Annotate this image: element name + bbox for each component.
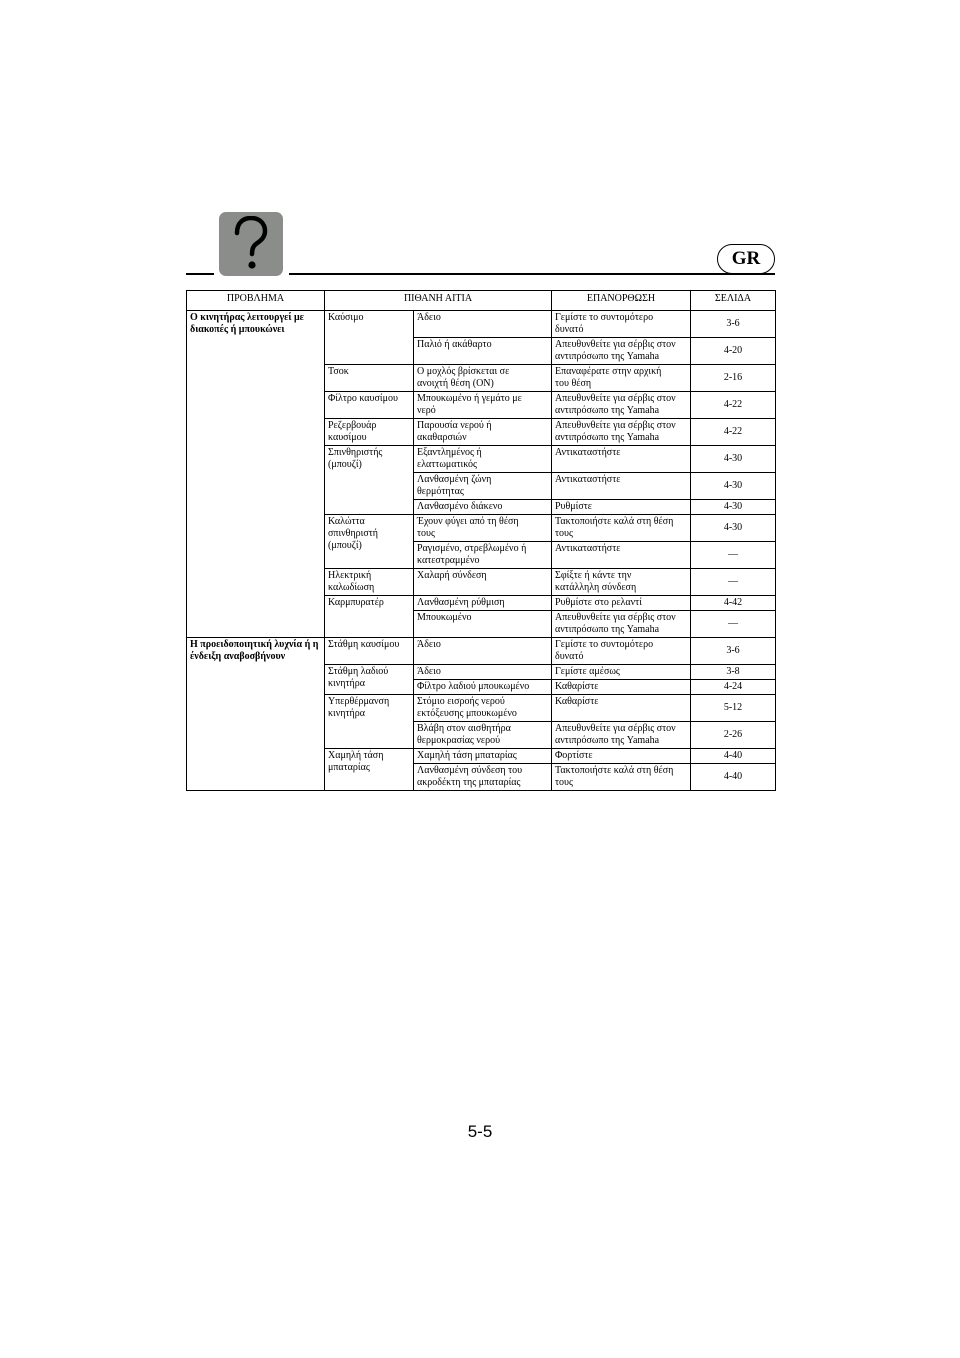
remedy-cell — [552, 695, 691, 722]
component-cell — [325, 569, 414, 596]
cause-cell — [414, 392, 552, 419]
page-ref-cell — [691, 611, 776, 638]
remedy-cell-text: Επαναφέρατε στην αρχική του θέση — [555, 366, 662, 389]
cause-cell — [414, 596, 552, 611]
cause-cell-text: Εξαντλημένος ή ελαττωματικός — [417, 447, 482, 470]
remedy-cell-text: Φορτίστε — [555, 750, 593, 761]
cause-cell-text: Λανθασμένη ρύθμιση — [417, 597, 505, 608]
remedy-cell-text: Ρυθμίστε στο ρελαντί — [555, 597, 642, 608]
component-cell-text: Χαμηλή τάση μπαταρίας — [328, 750, 384, 773]
cause-cell-text: Ο μοχλός βρίσκεται σε ανοιχτή θέση (ΟΝ) — [417, 366, 510, 389]
remedy-cell-text: Ρυθμίστε — [555, 501, 592, 512]
cause-cell-text: Στόμιο εισροής νερού εκτόξευσης μπουκωμένο — [417, 696, 517, 719]
component-cell-text: Καρμπυρατέρ — [328, 597, 384, 608]
page-ref-cell — [691, 695, 776, 722]
cause-cell — [414, 542, 552, 569]
page-ref-cell-text: 5-12 — [723, 702, 743, 713]
question-mark-icon — [219, 212, 283, 276]
component-cell — [325, 665, 414, 695]
page-ref-cell — [691, 311, 776, 338]
page-ref-cell-text: 4-20 — [723, 345, 743, 356]
cause-cell — [414, 638, 552, 665]
component-cell-text: Στάθμη καυσίμου — [328, 639, 400, 650]
page-ref-cell — [691, 680, 776, 695]
cause-cell-text: Άδειο — [417, 639, 441, 650]
page-ref-cell-text: 4-22 — [723, 399, 743, 410]
page-ref-cell — [691, 749, 776, 764]
cause-cell-text: Φίλτρο λαδιού μπουκωμένο — [417, 681, 530, 692]
column-header-cause: ΠΙΘΑΝΗ ΑΙΤΙΑ — [325, 291, 552, 311]
remedy-cell-text: Απευθυνθείτε για σέρβις στον αντιπρόσωπο της Yamaha — [555, 339, 676, 362]
cause-cell — [414, 515, 552, 542]
remedy-cell-text: Καθαρίστε — [555, 696, 599, 707]
component-cell-text: Ηλεκτρική καλωδίωση — [328, 570, 375, 593]
cause-cell — [414, 665, 552, 680]
remedy-cell — [552, 680, 691, 695]
cause-cell — [414, 500, 552, 515]
page-ref-cell-text: 4-40 — [723, 771, 743, 782]
table-row — [187, 638, 776, 665]
remedy-cell — [552, 500, 691, 515]
component-cell — [325, 365, 414, 392]
cause-cell — [414, 365, 552, 392]
remedy-cell-text: Απευθυνθείτε για σέρβις στον αντιπρόσωπο της Yamaha — [555, 612, 676, 635]
remedy-cell — [552, 542, 691, 569]
component-cell — [325, 515, 414, 569]
page-ref-cell — [691, 569, 776, 596]
remedy-cell — [552, 596, 691, 611]
remedy-cell — [552, 611, 691, 638]
remedy-cell-text: Γεμίστε το συντομότερο δυνατό — [555, 312, 654, 335]
cause-cell-text: Βλάβη στον αισθητήρα θερμοκρασίας νερού — [417, 723, 511, 746]
table-row — [187, 311, 776, 338]
cause-cell-text: Λανθασμένη ζώνη θερμότητας — [417, 474, 492, 497]
remedy-cell-text: Απευθυνθείτε για σέρβις στον αντιπρόσωπο της Yamaha — [555, 420, 676, 443]
page-ref-cell-text: 3-8 — [726, 666, 740, 677]
remedy-cell — [552, 311, 691, 338]
table-body — [187, 311, 776, 791]
cause-cell-text: Μπουκωμένο — [417, 612, 472, 623]
page-ref-cell-text: 3-6 — [726, 318, 740, 329]
remedy-cell-text: Σφίξτε ή κάντε την κατάλληλη σύνδεση — [555, 570, 637, 593]
question-mark-glyph — [228, 216, 274, 272]
page-ref-cell-text: 3-6 — [726, 645, 740, 656]
remedy-cell — [552, 749, 691, 764]
remedy-cell — [552, 473, 691, 500]
column-header-page: ΣΕΛΙΔΑ — [691, 291, 776, 311]
remedy-cell-text: Αντικαταστήστε — [555, 474, 621, 485]
table-header-row — [187, 291, 776, 311]
remedy-cell — [552, 638, 691, 665]
cause-cell — [414, 611, 552, 638]
page-ref-cell-text: — — [728, 549, 738, 560]
component-cell-text: Σπινθηριστής (μπουζί) — [328, 447, 383, 470]
cause-cell — [414, 722, 552, 749]
page-ref-cell — [691, 446, 776, 473]
component-cell-text: Ρεζερβουάρ καυσίμου — [328, 420, 377, 443]
page-ref-cell-text: 4-30 — [723, 522, 743, 533]
cause-cell-text: Άδειο — [417, 666, 441, 677]
page-ref-cell — [691, 542, 776, 569]
page-ref-cell-text: 4-40 — [723, 750, 743, 761]
cause-cell — [414, 446, 552, 473]
page-ref-cell — [691, 500, 776, 515]
component-cell — [325, 311, 414, 365]
page-ref-cell-text: 4-22 — [723, 426, 743, 437]
remedy-cell — [552, 722, 691, 749]
component-cell-text: Στάθμη λαδιού κινητήρα — [328, 666, 389, 689]
page-ref-cell-text: 4-24 — [723, 681, 743, 692]
page-ref-cell — [691, 473, 776, 500]
component-cell — [325, 695, 414, 749]
column-header-remedy: ΕΠΑΝΟΡΘΩΣΗ — [552, 291, 691, 311]
cause-cell — [414, 569, 552, 596]
page-ref-cell-text: 4-30 — [723, 453, 743, 464]
page-ref-cell-text: — — [728, 576, 738, 587]
column-header-problem: ΠΡΟΒΛΗΜΑ — [187, 291, 325, 311]
page-ref-cell — [691, 596, 776, 611]
remedy-cell-text: Αντικαταστήστε — [555, 447, 621, 458]
page-ref-cell-text: 2-16 — [723, 372, 743, 383]
troubleshooting-table — [186, 290, 776, 791]
cause-cell — [414, 311, 552, 338]
remedy-cell — [552, 338, 691, 365]
remedy-cell-text: Τακτοποιήστε καλά στη θέση τους — [555, 516, 674, 539]
language-badge: GR — [717, 244, 775, 274]
remedy-cell-text: Τακτοποιήστε καλά στη θέση τους — [555, 765, 674, 788]
cause-cell-text: Λανθασμένο διάκενο — [417, 501, 503, 512]
remedy-cell-text: Γεμίστε το συντομότερο δυνατό — [555, 639, 654, 662]
page-ref-cell — [691, 638, 776, 665]
page-ref-cell-text: 2-26 — [723, 729, 743, 740]
remedy-cell-text: Απευθυνθείτε για σέρβις στον αντιπρόσωπο της Yamaha — [555, 393, 676, 416]
cause-cell-text: Έχουν φύγει από τη θέση τους — [417, 516, 519, 539]
cause-cell — [414, 764, 552, 791]
cause-cell — [414, 419, 552, 446]
component-cell-text: Υπερθέρμανση κινητήρα — [328, 696, 390, 719]
page-ref-cell — [691, 722, 776, 749]
component-cell-text: Καλώττα σπινθηριστή (μπουζί) — [328, 516, 378, 551]
component-cell — [325, 596, 414, 638]
cause-cell — [414, 680, 552, 695]
remedy-cell — [552, 569, 691, 596]
remedy-cell-text: Απευθυνθείτε για σέρβις στον αντιπρόσωπο της Yamaha — [555, 723, 676, 746]
problem-cell-text: Η προειδοποιητική λυχνία ή η ένδειξη αναβοσβήνουν — [190, 639, 319, 662]
cause-cell — [414, 338, 552, 365]
component-cell-text: Καύσιμο — [328, 312, 364, 323]
page-ref-cell-text: 4-42 — [723, 597, 743, 608]
component-cell — [325, 392, 414, 419]
cause-cell-text: Μπουκωμένο ή γεμάτο με νερό — [417, 393, 522, 416]
page-ref-cell-text: 4-30 — [723, 480, 743, 491]
remedy-cell-text: Καθαρίστε — [555, 681, 599, 692]
remedy-cell — [552, 419, 691, 446]
remedy-cell — [552, 365, 691, 392]
remedy-cell — [552, 665, 691, 680]
cause-cell-text: Άδειο — [417, 312, 441, 323]
header-rule-right — [289, 273, 775, 275]
header-rule-left — [186, 273, 214, 275]
page-ref-cell — [691, 392, 776, 419]
remedy-cell-text: Αντικαταστήστε — [555, 543, 621, 554]
cause-cell — [414, 749, 552, 764]
cause-cell-text: Χαμηλή τάση μπαταρίας — [417, 750, 517, 761]
component-cell — [325, 419, 414, 446]
component-cell-text: Φίλτρο καυσίμου — [328, 393, 398, 404]
component-cell — [325, 749, 414, 791]
page-ref-cell — [691, 515, 776, 542]
problem-cell-text: Ο κινητήρας λειτουργεί με διακοπές ή μπουκώνει — [190, 312, 304, 335]
remedy-cell — [552, 392, 691, 419]
page-ref-cell — [691, 419, 776, 446]
remedy-cell-text: Γεμίστε αμέσως — [555, 666, 620, 677]
component-cell — [325, 446, 414, 515]
page-ref-cell — [691, 338, 776, 365]
cause-cell-text: Παρουσία νερού ή ακαθαρσιών — [417, 420, 492, 443]
page-ref-cell-text: 4-30 — [723, 501, 743, 512]
remedy-cell — [552, 515, 691, 542]
page-ref-cell — [691, 665, 776, 680]
remedy-cell — [552, 764, 691, 791]
cause-cell-text: Λανθασμένη σύνδεση του ακροδέκτη της μπαταρίας — [417, 765, 523, 788]
problem-cell — [187, 311, 325, 638]
problem-cell — [187, 638, 325, 791]
cause-cell — [414, 695, 552, 722]
page-ref-cell-text: — — [728, 618, 738, 629]
cause-cell-text: Χαλαρή σύνδεση — [417, 570, 487, 581]
cause-cell-text: Παλιό ή ακάθαρτο — [417, 339, 492, 350]
component-cell-text: Τσοκ — [328, 366, 349, 377]
cause-cell-text: Ραγισμένο, στρεβλωμένο ή κατεστραμμένο — [417, 543, 527, 566]
component-cell — [325, 638, 414, 665]
page-number: 5-5 — [467, 1122, 493, 1141]
page-ref-cell — [691, 365, 776, 392]
page-ref-cell — [691, 764, 776, 791]
remedy-cell — [552, 446, 691, 473]
cause-cell — [414, 473, 552, 500]
